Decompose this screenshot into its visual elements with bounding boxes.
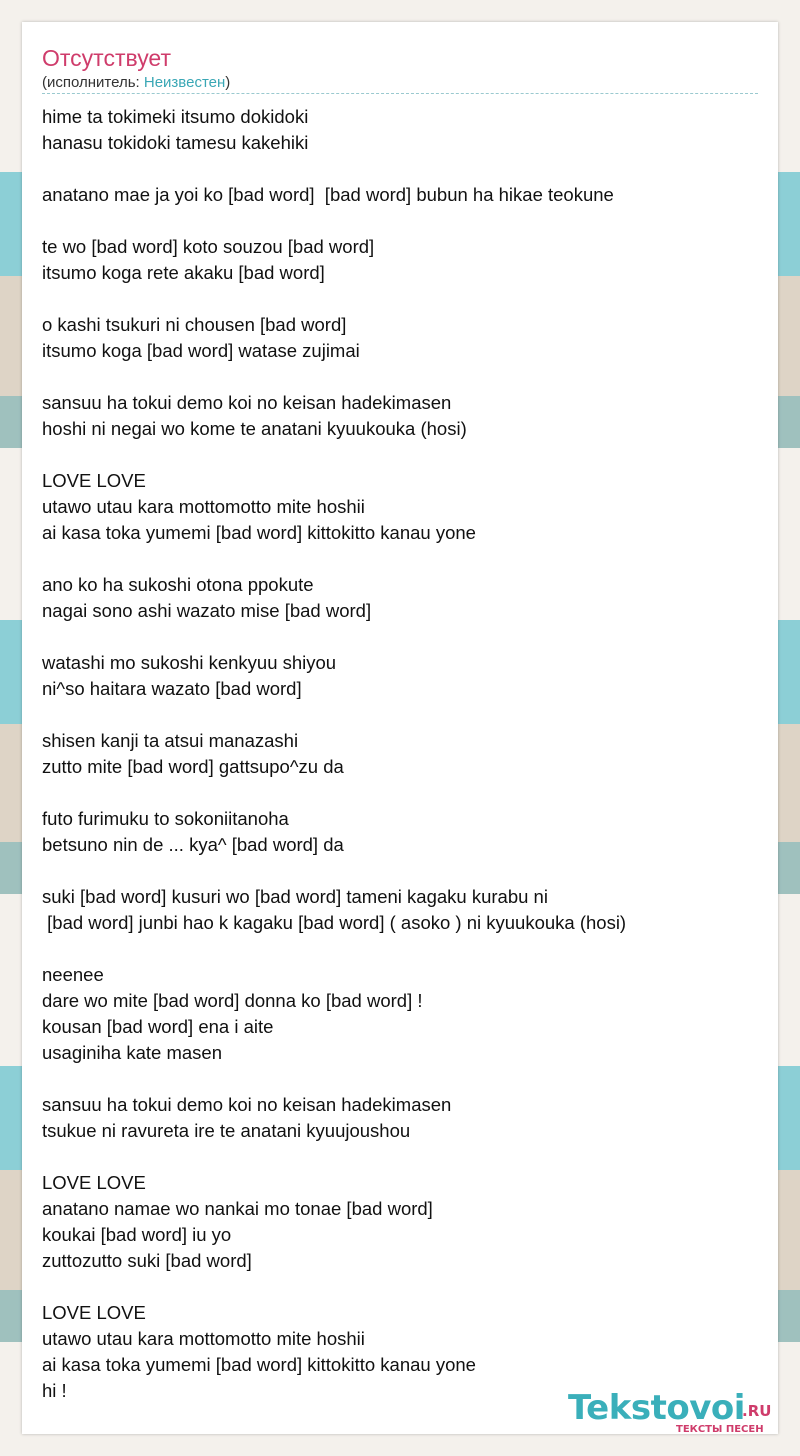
lyrics-line: zutto mite [bad word] gattsupo^zu da: [42, 756, 344, 777]
lyrics-line: LOVE LOVE: [42, 1172, 146, 1193]
site-logo[interactable]: [568, 1388, 778, 1434]
song-meta: [42, 74, 230, 92]
lyrics-line: zuttozutto suki [bad word]: [42, 1250, 252, 1271]
lyrics-blank-line: [42, 624, 758, 650]
lyrics-line: anatano mae ja yoi ko [bad word] [bad word] bubun ha hikae teokune: [42, 184, 614, 205]
logo-domain-suffix: .RU: [742, 1402, 772, 1420]
logo-subtitle: ТЕКСТЫ ПЕСЕН: [676, 1424, 764, 1435]
song-title: Отсутствует: [42, 45, 171, 71]
lyrics-blank-line: [42, 1144, 758, 1170]
lyrics-line: sansuu ha tokui demo koi no keisan hadekimasen: [42, 1094, 452, 1115]
lyrics-card: [22, 22, 778, 1434]
lyrics-line: sansuu ha tokui demo koi no keisan hadekimasen: [42, 392, 452, 413]
lyrics-line: futo furimuku to sokoniitanoha: [42, 808, 289, 829]
lyrics-blank-line: [42, 936, 758, 962]
lyrics-line: kousan [bad word] ena i aite: [42, 1016, 274, 1037]
lyrics-line: tsukue ni ravureta ire te anatani kyuujoushou: [42, 1120, 411, 1141]
lyrics-line: itsumo koga rete akaku [bad word]: [42, 262, 325, 283]
lyrics-line: itsumo koga [bad word] watase zujimai: [42, 340, 360, 361]
lyrics-line: dare wo mite [bad word] donna ko [bad word] !: [42, 990, 423, 1011]
lyrics-line: ai kasa toka yumemi [bad word] kittokitto kanau yone: [42, 1354, 476, 1375]
lyrics-line: o kashi tsukuri ni chousen [bad word]: [42, 314, 347, 335]
lyrics-line: hi !: [42, 1380, 67, 1401]
lyrics-line: LOVE LOVE: [42, 470, 146, 491]
lyrics-line: utawo utau kara mottomotto mite hoshii: [42, 496, 365, 517]
lyrics-line: anatano namae wo nankai mo tonae [bad word]: [42, 1198, 433, 1219]
lyrics-line: suki [bad word] kusuri wo [bad word] tameni kagaku kurabu ni: [42, 886, 548, 907]
lyrics-line: koukai [bad word] iu yo: [42, 1224, 232, 1245]
lyrics-blank-line: [42, 858, 758, 884]
lyrics-blank-line: [42, 1066, 758, 1092]
lyrics-line: hime ta tokimeki itsumo dokidoki: [42, 106, 309, 127]
artist-link[interactable]: Неизвестен: [143, 74, 226, 91]
lyrics-line: usaginiha kate masen: [42, 1042, 222, 1063]
logo-main-text: Tekstovoi: [568, 1388, 745, 1428]
lyrics-line: neenee: [42, 964, 104, 985]
lyrics-line: ni^so haitara wazato [bad word]: [42, 678, 302, 699]
meta-suffix: ): [225, 74, 231, 91]
lyrics-line: shisen kanji ta atsui manazashi: [42, 730, 299, 751]
lyrics-line: LOVE LOVE: [42, 1302, 146, 1323]
lyrics-line: ai kasa toka yumemi [bad word] kittokitto kanau yone: [42, 522, 476, 543]
header-divider: [42, 93, 758, 94]
lyrics-line: ano ko ha sukoshi otona ppokute: [42, 574, 314, 595]
lyrics-blank-line: [42, 286, 758, 312]
meta-prefix: (исполнитель:: [42, 74, 144, 91]
lyrics-blank-line: [42, 780, 758, 806]
lyrics-blank-line: [42, 546, 758, 572]
lyrics-blank-line: [42, 208, 758, 234]
lyrics-line: watashi mo sukoshi kenkyuu shiyou: [42, 652, 337, 673]
lyrics-blank-line: [42, 702, 758, 728]
lyrics-line: hoshi ni negai wo kome te anatani kyuukouka (hosi): [42, 418, 467, 439]
lyrics-line: utawo utau kara mottomotto mite hoshii: [42, 1328, 365, 1349]
lyrics-blank-line: [42, 1274, 758, 1300]
lyrics-line: hanasu tokidoki tamesu kakehiki: [42, 132, 309, 153]
lyrics-line: [bad word] junbi hao k kagaku [bad word] ( asoko ) ni kyuukouka (hosi): [42, 912, 627, 933]
lyrics-body: [42, 104, 758, 1404]
lyrics-blank-line: [42, 442, 758, 468]
lyrics-line: nagai sono ashi wazato mise [bad word]: [42, 600, 372, 621]
lyrics-line: betsuno nin de ... kya^ [bad word] da: [42, 834, 344, 855]
lyrics-line: te wo [bad word] koto souzou [bad word]: [42, 236, 375, 257]
lyrics-blank-line: [42, 156, 758, 182]
lyrics-blank-line: [42, 364, 758, 390]
